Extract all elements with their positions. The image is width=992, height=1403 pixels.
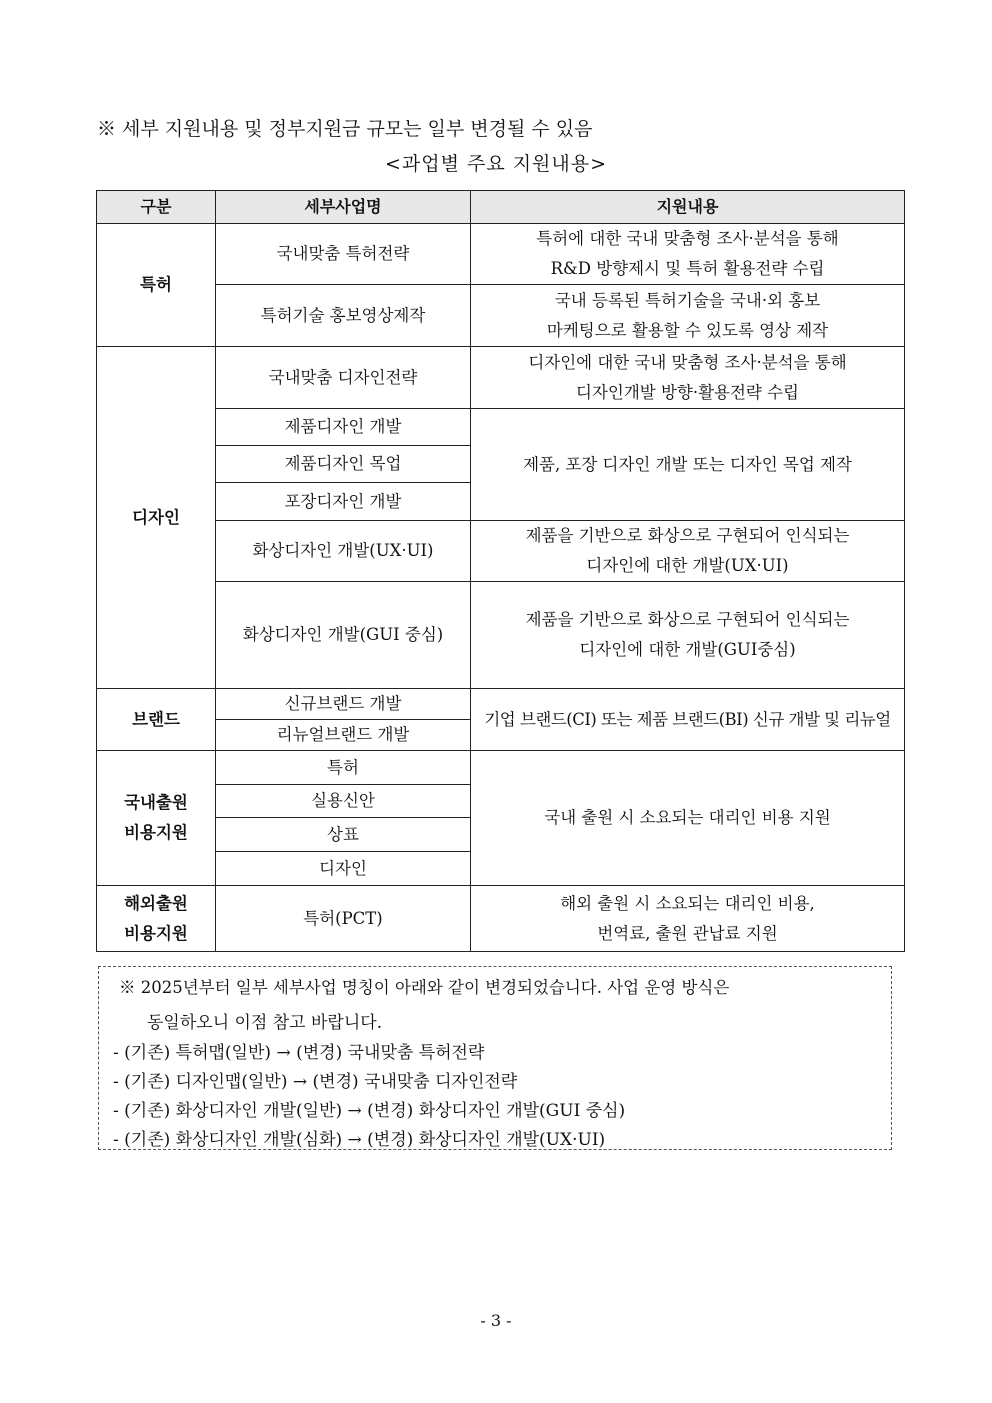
project-name-cell: 화상디자인 개발(GUI 중심): [216, 582, 471, 689]
content-line: 특허에 대한 국내 맞춤형 조사·분석을 통해: [536, 229, 839, 248]
category-label: 비용지원: [124, 823, 188, 842]
support-content-cell: [471, 689, 905, 751]
support-content-cell: [471, 285, 905, 347]
notice-intro-line: 동일하오니 이점 참고 바랍니다.: [147, 1013, 383, 1033]
project-name-cell: 화상디자인 개발(UX·UI): [216, 521, 471, 582]
content-line: 디자인에 대한 국내 맞춤형 조사·분석을 통해: [528, 352, 847, 372]
change-notice-box: [98, 966, 892, 1150]
content-line: 해외 출원 시 소요되는 대리인 비용,: [560, 893, 815, 913]
table-row: [97, 224, 905, 285]
category-label: 디자인: [132, 507, 180, 527]
content-line: 마케팅으로 활용할 수 있도록 영상 제작: [546, 320, 829, 340]
content-line: 제품, 포장 디자인 개발 또는 디자인 목업 제작: [523, 454, 852, 474]
content-line: 국내 등록된 특허기술을 국내·외 홍보: [554, 290, 821, 310]
name-change-item: - (기존) 특허맵(일반) → (변경) 국내맞춤 특허전략: [113, 1043, 485, 1063]
project-name-cell: 실용신안: [216, 785, 471, 818]
table-row: [97, 285, 905, 347]
category-cell: [97, 689, 216, 751]
support-content-cell: [471, 751, 905, 886]
content-line: 디자인에 대한 개발(UX·UI): [586, 556, 789, 575]
project-name-cell: 특허: [216, 751, 471, 785]
support-content-cell: [471, 347, 905, 409]
category-cell: [97, 347, 216, 689]
project-name-cell: 특허(PCT): [216, 886, 471, 952]
category-label: 국내출원: [124, 793, 188, 812]
support-content-cell: [471, 886, 905, 952]
project-name-cell: 제품디자인 목업: [216, 446, 471, 483]
table-row: [97, 521, 905, 582]
project-name-cell: 특허기술 홍보영상제작: [216, 285, 471, 347]
header-support-content: 지원내용: [471, 191, 905, 224]
table-row: [97, 886, 905, 952]
project-name-cell: 리뉴얼브랜드 개발: [216, 720, 471, 751]
name-change-item: - (기존) 디자인맵(일반) → (변경) 국내맞춤 디자인전략: [113, 1072, 518, 1092]
content-line: 제품을 기반으로 화상으로 구현되어 인식되는: [525, 526, 850, 545]
content-line: 디자인개발 방향·활용전략 수립: [576, 382, 799, 402]
support-content-cell: [471, 582, 905, 689]
project-name-cell: 디자인: [216, 852, 471, 886]
project-name-cell: 포장디자인 개발: [216, 483, 471, 521]
content-line: 제품을 기반으로 화상으로 구현되어 인식되는: [525, 610, 850, 629]
support-content-cell: [471, 409, 905, 521]
page-number: - 3 -: [480, 1311, 512, 1330]
category-label: 특허: [140, 275, 172, 294]
project-name-cell: 국내맞춤 특허전략: [216, 224, 471, 285]
support-content-cell: [471, 521, 905, 582]
category-cell: [97, 751, 216, 886]
category-label: 브랜드: [132, 709, 180, 729]
table-row: [97, 582, 905, 689]
table-row: [97, 689, 905, 720]
project-name-cell: 상표: [216, 818, 471, 852]
name-change-item: - (기존) 화상디자인 개발(일반) → (변경) 화상디자인 개발(GUI 중심): [113, 1101, 626, 1121]
table-title: <과업별 주요 지원내용>: [384, 153, 608, 175]
table-row: [97, 751, 905, 785]
project-name-cell: 신규브랜드 개발: [216, 689, 471, 720]
content-line: 디자인에 대한 개발(GUI중심): [579, 640, 796, 659]
notice-text: ※ 세부 지원내용 및 정부지원금 규모는 일부 변경될 수 있음: [97, 118, 593, 140]
content-line: R&D 방향제시 및 특허 활용전략 수립: [550, 259, 825, 278]
category-cell: [97, 224, 216, 347]
table-header-row: [97, 191, 905, 224]
support-content-cell: [471, 224, 905, 285]
category-cell: [97, 886, 216, 952]
header-project-name: 세부사업명: [216, 191, 471, 224]
table-row: [97, 347, 905, 409]
header-category: 구분: [97, 191, 216, 224]
support-table: [96, 190, 905, 952]
notice-intro-line: ※ 2025년부터 일부 세부사업 명칭이 아래와 같이 변경되었습니다. 사업 운영 방식은: [119, 978, 730, 997]
content-line: 기업 브랜드(CI) 또는 제품 브랜드(BI) 신규 개발 및 리뉴얼: [484, 709, 891, 729]
category-label: 해외출원: [124, 893, 188, 913]
project-name-cell: 국내맞춤 디자인전략: [216, 347, 471, 409]
project-name-cell: 제품디자인 개발: [216, 409, 471, 446]
table-row: [97, 409, 905, 446]
content-line: 국내 출원 시 소요되는 대리인 비용 지원: [544, 808, 831, 827]
category-label: 비용지원: [124, 923, 188, 943]
content-line: 번역료, 출원 관납료 지원: [597, 923, 778, 943]
name-change-item: - (기존) 화상디자인 개발(심화) → (변경) 화상디자인 개발(UX·UI): [113, 1130, 606, 1150]
